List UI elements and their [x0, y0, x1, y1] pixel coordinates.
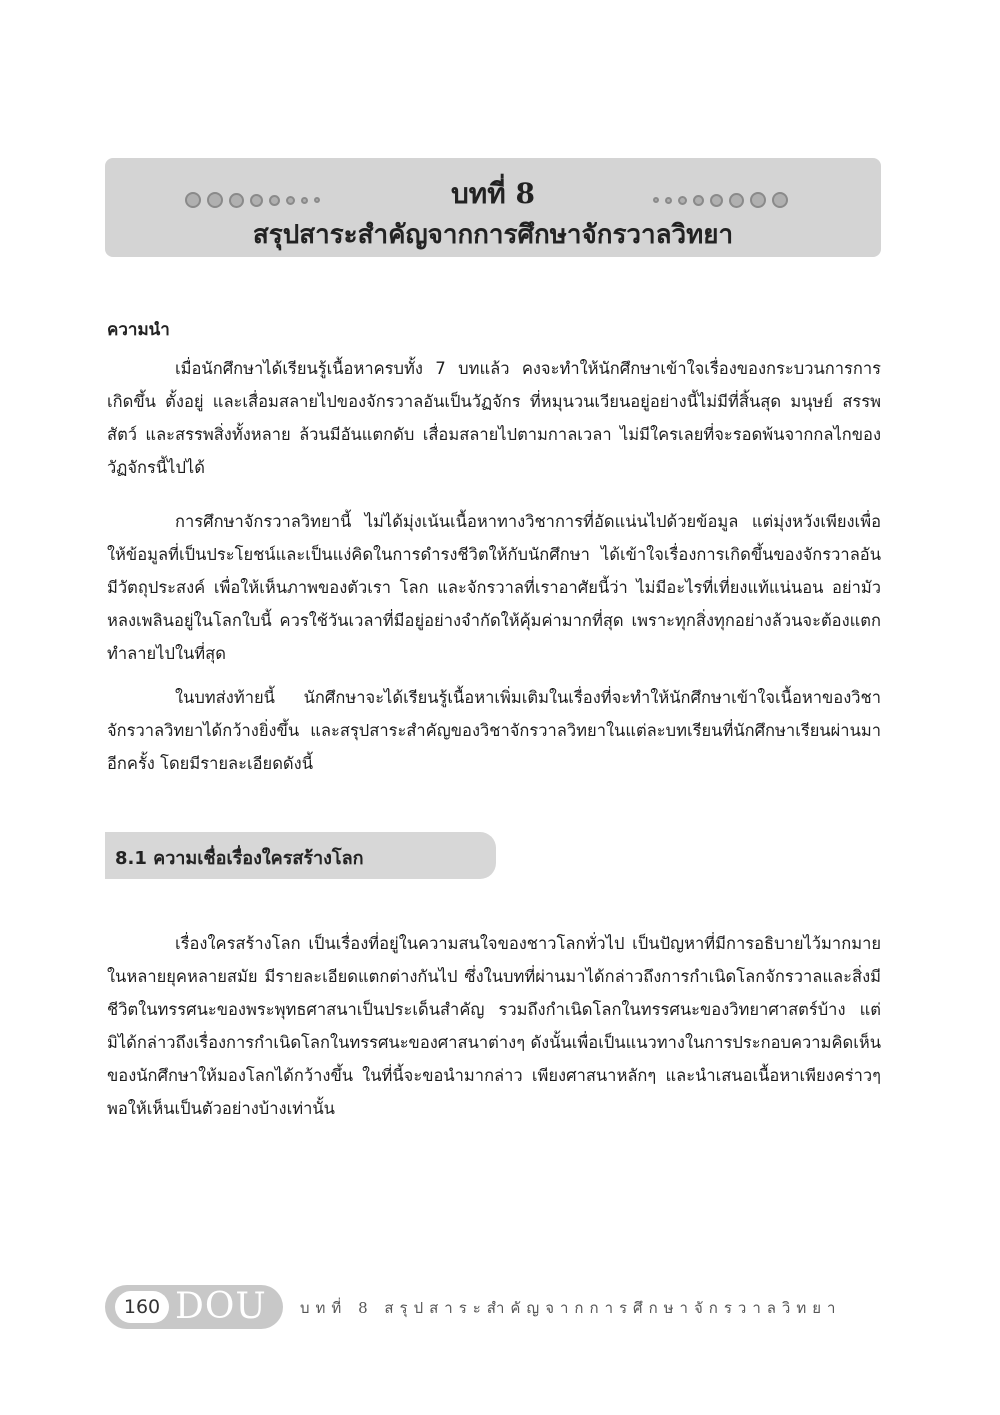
dot-icon — [693, 195, 704, 206]
chapter-title: สรุปสาระสำคัญจากการศึกษาจักรวาลวิทยา — [252, 220, 734, 250]
decorative-dots-right — [653, 188, 794, 212]
page-number: 160 — [115, 1291, 169, 1323]
dot-icon — [653, 197, 659, 203]
dot-icon — [729, 193, 744, 208]
dot-icon — [710, 194, 723, 207]
intro-heading: ความนำ — [107, 320, 170, 340]
dot-icon — [665, 197, 672, 204]
dot-icon — [772, 192, 788, 208]
section-8-1-paragraph: เรื่องใครสร้างโลก เป็นเรื่องที่อยู่ในความสนใจของชาวโลกทั่วไป เป็นปัญหาที่มีการอธิบายไว้มากมายในหลายยุคหลายสมัย มีรายละเอียดแตกต่างกันไป ซึ่งในบทที่ผ่านมาได้กล่าวถึงการกำเนิดโลกจักรวาลและสิ่งมีชีวิตในทรรศนะของพระพุทธศาสนาเป็นประเด็นสำคัญ รวมถึงกำเนิดโลกในทรรศนะของวิทยาศาสตร์บ้าง แต่มิได้กล่าวถึงเรื่องการกำเนิดโลกในทรรศนะของศาสนาต่างๆ ดังนั้นเพื่อเป็นแนวทางในการประกอบความคิดเห็นของนักศึกษาให้มองโลกได้กว้างขึ้น ในที่นี้จะขอนำมากล่าว เพียงศาสนาหลักๆ และนำเสนอเนื้อหาเพียงคร่าวๆ พอให้เห็นเป็นตัวอย่างบ้างเท่านั้น — [107, 934, 881, 1118]
dot-icon — [750, 192, 766, 208]
intro-paragraph-1: เมื่อนักศึกษาได้เรียนรู้เนื้อหาครบทั้ง 7 บทแล้ว คงจะทำให้นักศึกษาเข้าใจเรื่องของกระบวนการการเกิดขึ้น ตั้งอยู่ และเสื่อมสลายไปของจักรวาลอันเป็นวัฏจักร ที่หมุนวนเวียนอยู่อย่างนี้ไม่มีที่สิ้นสุด มนุษย์ สรรพสัตว์ และสรรพสิ่งทั้งหลาย ล้วนมีอันแตกดับ เสื่อมสลายไปตามกาลเวลา ไม่มีใครเลยที่จะรอดพ้นจากกลไกของวัฏจักรนี้ไปได้ — [107, 359, 881, 477]
dot-icon — [678, 196, 687, 205]
section-8-1-heading-bar — [105, 832, 496, 879]
chapter-banner — [105, 158, 881, 257]
chapter-number: บทที่ 8 — [451, 177, 535, 210]
intro-paragraph-3: ในบทส่งท้ายนี้ นักศึกษาจะได้เรียนรู้เนื้อหาเพิ่มเติมในเรื่องที่จะทำให้นักศึกษาเข้าใจเนื้อหาของวิชาจักรวาลวิทยาได้กว้างยิ่งขึ้น และสรุปสาระสำคัญของวิชาจักรวาลวิทยาในแต่ละบทเรียนที่นักศึกษาเรียนผ่านมาอีกครั้ง โดยมีรายละเอียดดังนี้ — [107, 688, 881, 773]
dou-logo: DOU — [175, 1286, 267, 1327]
section-8-1-heading: 8.1 ความเชื่อเรื่องใครสร้างโลก — [115, 848, 364, 869]
intro-paragraph-2: การศึกษาจักรวาลวิทยานี้ ไม่ได้มุ่งเน้นเนื้อหาทางวิชาการที่อัดแน่นไปด้วยข้อมูล แต่มุ่งหวังเพียงเพื่อให้ข้อมูลที่เป็นประโยชน์และเป็นแง่คิดในการดำรงชีวิตให้กับนักศึกษา ได้เข้าใจเรื่องการเกิดขึ้นของจักรวาลอันมีวัตถุประสงค์ เพื่อให้เห็นภาพของตัวเรา โลก และจักรวาลที่เราอาศัยนี้ว่า ไม่มีอะไรที่เที่ยงแท้แน่นอน อย่ามัวหลงเพลินอยู่ในโลกใบนี้ ควรใช้วันเวลาที่มีอยู่อย่างจำกัดให้คุ้มค่ามากที่สุด เพราะทุกสิ่งทุกอย่างล้วนจะต้องแตกทำลายไปในที่สุด — [107, 512, 881, 663]
footer-page-badge — [105, 1285, 283, 1329]
running-title: บทที่ 8 สรุปสาระสำคัญจากการศึกษาจักรวาลวิทยา — [300, 1299, 842, 1317]
